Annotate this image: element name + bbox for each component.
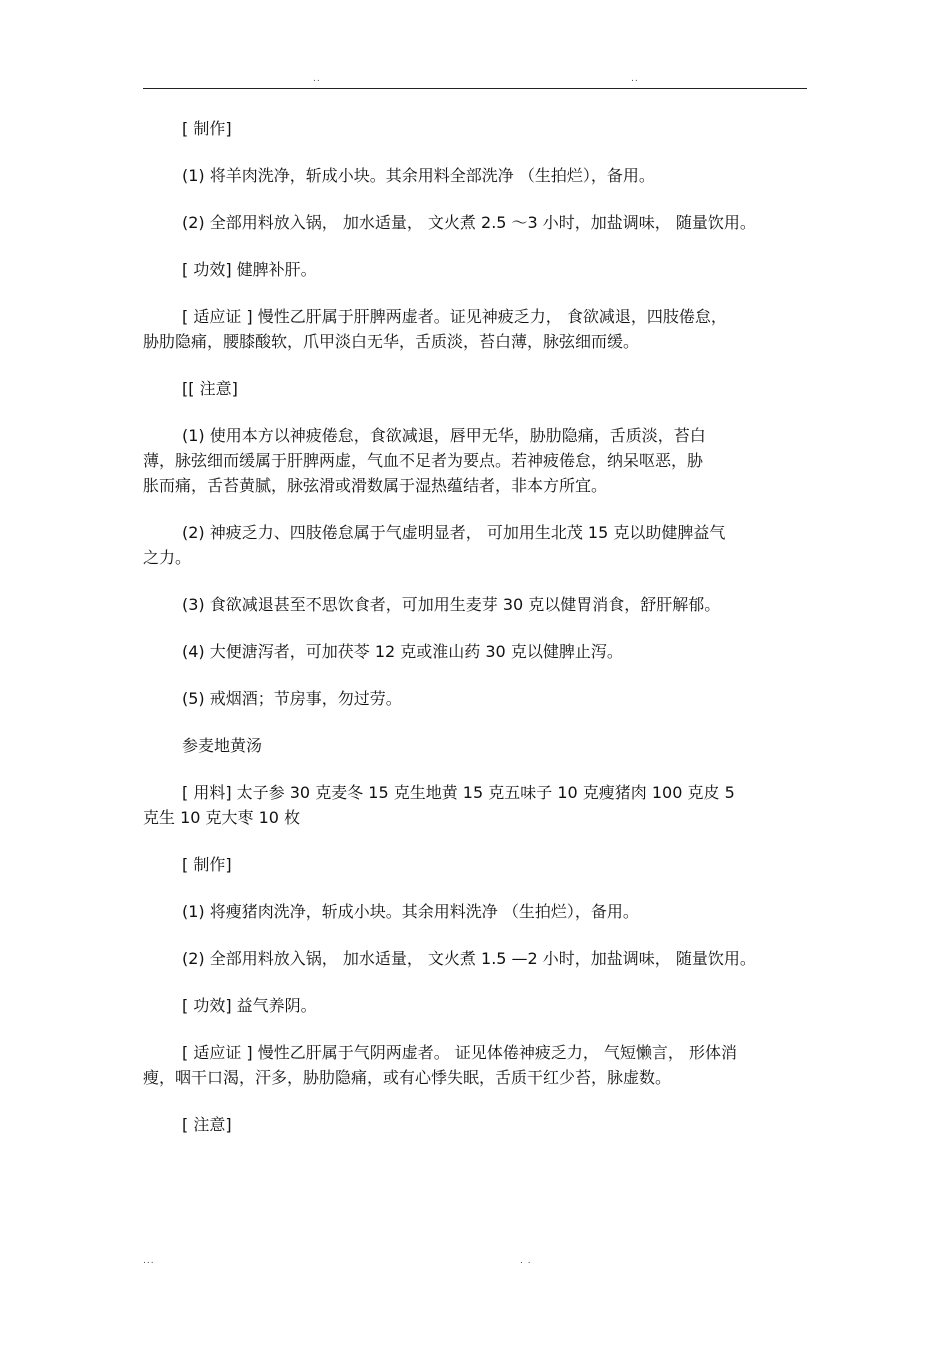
paragraph <box>143 304 807 354</box>
paragraph-line: 胀而痛，舌苔黄腻，脉弦滑或滑数属于湿热蕴结者，非本方所宜。 <box>143 476 608 495</box>
paragraph <box>143 1112 807 1137</box>
paragraph-line: (2) 神疲乏力、四肢倦怠属于气虚明显者， 可加用生北茂 15 克以助健脾益气 <box>182 523 726 542</box>
paragraph <box>143 899 807 924</box>
paragraph-line: 瘦，咽干口渴，汗多，胁肋隐痛，或有心悸失眠，舌质干红少苔，脉虚数。 <box>143 1068 672 1087</box>
paragraph-line: [ 注意] <box>182 1115 232 1134</box>
paragraph-line: (1) 使用本方以神疲倦怠，食欲减退，唇甲无华，胁肋隐痛，舌质淡，苔白 <box>182 426 706 445</box>
paragraph-line: 克生 10 克大枣 10 枚 <box>143 808 301 827</box>
paragraph-line: (5) 戒烟酒；节房事，勿过劳。 <box>182 689 402 708</box>
paragraph-line: 胁肋隐痛，腰膝酸软，爪甲淡白无华，舌质淡，苔白薄，脉弦细而缓。 <box>143 332 640 351</box>
paragraph <box>143 993 807 1018</box>
paragraph <box>143 163 807 188</box>
paragraph-line: (1) 将瘦猪肉洗净，斩成小块。其余用料洗净 （生拍烂），备用。 <box>182 902 639 921</box>
paragraph-line: 薄，脉弦细而缓属于肝脾两虚，气血不足者为要点。若神疲倦怠，纳呆呕恶，胁 <box>143 451 704 470</box>
header-mark-right: .. <box>631 74 639 84</box>
paragraph-line: [[ 注意] <box>182 379 238 398</box>
header-mark-left: .. <box>313 74 321 84</box>
paragraph-line: (4) 大便溏泻者，可加茯苓 12 克或淮山药 30 克以健脾止泻。 <box>182 642 623 661</box>
paragraph <box>143 376 807 401</box>
paragraph-line: [ 功效] 健脾补肝。 <box>182 260 317 279</box>
paragraph-line: (2) 全部用料放入锅， 加水适量， 文火煮 2.5 ～3 小时，加盐调味， 随量饮用。 <box>182 213 756 232</box>
paragraph-line: 之力。 <box>143 548 192 567</box>
paragraph-line: (1) 将羊肉洗净，斩成小块。其余用料全部洗净 （生拍烂），备用。 <box>182 166 655 185</box>
paragraph <box>143 686 807 711</box>
paragraph-line: (3) 食欲减退甚至不思饮食者，可加用生麦芽 30 克以健胃消食，舒肝解郁。 <box>182 595 721 614</box>
paragraph <box>143 210 807 235</box>
paragraph-line: [ 用料] 太子参 30 克麦冬 15 克生地黄 15 克五味子 10 克瘦猪肉 100 克皮 5 <box>182 783 735 802</box>
paragraph <box>143 639 807 664</box>
header-rule <box>143 88 807 89</box>
body-text <box>143 116 807 1159</box>
paragraph <box>143 1040 807 1090</box>
paragraph <box>143 423 807 498</box>
paragraph-line: [ 适应证 ] 慢性乙肝属于气阴两虚者。 证见体倦神疲乏力， 气短懒言， 形体消 <box>182 1043 738 1062</box>
paragraph <box>143 257 807 282</box>
paragraph <box>143 852 807 877</box>
paragraph-line: (2) 全部用料放入锅， 加水适量， 文火煮 1.5 —2 小时，加盐调味， 随量饮用。 <box>182 949 756 968</box>
paragraph <box>143 520 807 570</box>
paragraph-line: [ 制作] <box>182 119 232 138</box>
footer-mark-right: . . <box>520 1256 532 1266</box>
paragraph-line: [ 制作] <box>182 855 232 874</box>
paragraph <box>143 780 807 830</box>
paragraph <box>143 733 807 758</box>
paragraph <box>143 592 807 617</box>
paragraph-line: [ 适应证 ] 慢性乙肝属于肝脾两虚者。证见神疲乏力， 食欲减退，四肢倦怠， <box>182 307 727 326</box>
paragraph-line: 参麦地黄汤 <box>182 736 263 755</box>
paragraph <box>143 116 807 141</box>
footer-mark-left: ... <box>143 1256 155 1266</box>
paragraph <box>143 946 807 971</box>
paragraph-line: [ 功效] 益气养阴。 <box>182 996 317 1015</box>
